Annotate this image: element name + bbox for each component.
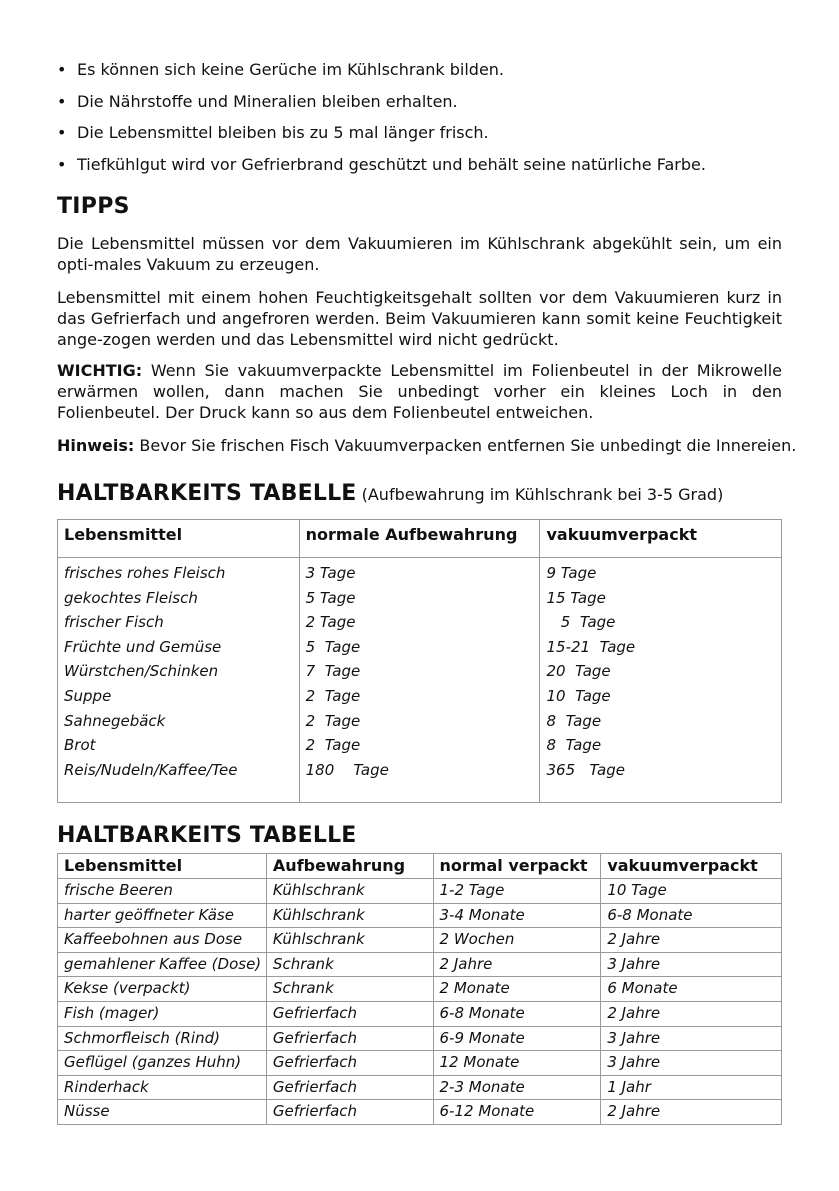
table-row bbox=[58, 733, 782, 758]
table-row bbox=[58, 1075, 782, 1100]
table-cell: Gefrierfach bbox=[266, 1051, 433, 1076]
table-cell: 20 Tage bbox=[540, 659, 782, 684]
table-cell: 3 Jahre bbox=[601, 1026, 782, 1051]
table-row bbox=[58, 1100, 782, 1125]
bullet-icon: • bbox=[57, 91, 67, 111]
important-text: Wenn Sie vakuumverpackte Lebensmittel im Folienbeutel in der Mikrowelle erwärmen wollen, dann machen Sie unbedingt vorher ein kleines Loch in den Folienbeutel. Der Druck kann so aus dem Folienbeutel entweichen. bbox=[57, 361, 782, 422]
column-header: Lebensmittel bbox=[58, 854, 267, 879]
table-header-row bbox=[58, 854, 782, 879]
table-row bbox=[58, 977, 782, 1002]
table-cell: 6-8 Monate bbox=[601, 903, 782, 928]
table-cell: 5 Tage bbox=[299, 635, 540, 660]
list-item: • Die Nährstoffe und Mineralien bleiben erhalten. bbox=[57, 86, 782, 118]
table-cell: 10 Tage bbox=[601, 879, 782, 904]
bullet-icon: • bbox=[57, 123, 67, 142]
table2-heading bbox=[57, 823, 357, 848]
table-row bbox=[58, 586, 782, 611]
table-cell: frischer Fisch bbox=[58, 610, 300, 635]
table-row bbox=[58, 635, 782, 660]
table-cell: frisches rohes Fleisch bbox=[58, 558, 300, 586]
table-cell: Geflügel (ganzes Huhn) bbox=[58, 1051, 267, 1076]
table-cell: gekochtes Fleisch bbox=[58, 586, 300, 611]
table-cell: 2 Tage bbox=[299, 709, 540, 734]
table-cell: 3 Tage bbox=[299, 558, 540, 586]
table-cell: gemahlener Kaffee (Dose) bbox=[58, 952, 267, 977]
column-header: vakuumverpackt bbox=[601, 854, 782, 879]
table-cell: 2 Monate bbox=[433, 977, 601, 1002]
column-header: normale Aufbewahrung bbox=[299, 520, 540, 558]
table-cell: 365 Tage bbox=[540, 758, 782, 803]
table1-subtitle: (Aufbewahrung im Kühlschrank bei 3-5 Grad) bbox=[356, 485, 724, 504]
table-cell: Fish (mager) bbox=[58, 1001, 267, 1026]
table-cell: Kühlschrank bbox=[266, 903, 433, 928]
table-cell: 3 Jahre bbox=[601, 952, 782, 977]
table-cell: Kekse (verpackt) bbox=[58, 977, 267, 1002]
note-text: Bevor Sie frischen Fisch Vakuumverpacken entfernen Sie unbedingt die Innereien. bbox=[134, 436, 797, 455]
table-row bbox=[58, 709, 782, 734]
table-cell: 2 Jahre bbox=[601, 1001, 782, 1026]
table-cell: Brot bbox=[58, 733, 300, 758]
table-cell: 6-8 Monate bbox=[433, 1001, 601, 1026]
bullet-icon: • bbox=[57, 154, 67, 174]
table-cell: 15-21 Tage bbox=[540, 635, 782, 660]
table-row bbox=[58, 659, 782, 684]
table-cell: 5 Tage bbox=[540, 610, 782, 635]
table-cell: 8 Tage bbox=[540, 709, 782, 734]
tipp-paragraph-cooling: Die Lebensmittel müssen vor dem Vakuumieren im Kühlschrank abgekühlt sein, um ein opti-males Vakuum zu erzeugen. bbox=[57, 234, 782, 274]
list-item: • Tiefkühlgut wird vor Gefrierbrand geschützt und behält seine natürliche Farbe. bbox=[57, 149, 782, 181]
tipps-heading: TIPPS bbox=[57, 194, 130, 219]
shelf-life-table-storage bbox=[57, 853, 782, 1125]
table-cell: Früchte und Gemüse bbox=[58, 635, 300, 660]
table-cell: 6 Monate bbox=[601, 977, 782, 1002]
table-row bbox=[58, 610, 782, 635]
table-cell: 2 Tage bbox=[299, 610, 540, 635]
table-row bbox=[58, 1001, 782, 1026]
table-cell: 2 Jahre bbox=[601, 1100, 782, 1125]
column-header: Lebensmittel bbox=[58, 520, 300, 558]
table-row bbox=[58, 903, 782, 928]
table-cell: 3 Jahre bbox=[601, 1051, 782, 1076]
table-cell: 2-3 Monate bbox=[433, 1075, 601, 1100]
table-cell: 2 Wochen bbox=[433, 928, 601, 953]
table-row bbox=[58, 879, 782, 904]
table1-heading bbox=[57, 481, 723, 506]
table-row bbox=[58, 758, 782, 803]
table-cell: Rinderhack bbox=[58, 1075, 267, 1100]
table-cell: 2 Tage bbox=[299, 733, 540, 758]
table2-title: HALTBARKEITS TABELLE bbox=[57, 823, 357, 848]
table-row bbox=[58, 1026, 782, 1051]
table-cell: 9 Tage bbox=[540, 558, 782, 586]
table-cell: Gefrierfach bbox=[266, 1075, 433, 1100]
list-item: • Es können sich keine Gerüche im Kühlschrank bilden. bbox=[57, 54, 782, 86]
tipp-paragraph-moisture: Lebensmittel mit einem hohen Feuchtigkeitsgehalt sollten vor dem Vakuumieren kurz in das Gefrierfach und angefroren werden. Beim Vakuumieren kann somit keine Feuchtigkeit ange-zogen werden und das Lebensmittel wird nicht gedrückt. bbox=[57, 288, 782, 349]
list-item: • Die Lebensmittel bleiben bis zu 5 mal länger frisch. bbox=[57, 117, 782, 149]
table-cell: Kühlschrank bbox=[266, 928, 433, 953]
table-row bbox=[58, 684, 782, 709]
column-header: Aufbewahrung bbox=[266, 854, 433, 879]
column-header: normal verpackt bbox=[433, 854, 601, 879]
table-cell: 2 Jahre bbox=[601, 928, 782, 953]
table-cell: Würstchen/Schinken bbox=[58, 659, 300, 684]
table-cell: 15 Tage bbox=[540, 586, 782, 611]
table-cell: 8 Tage bbox=[540, 733, 782, 758]
table-cell: 10 Tage bbox=[540, 684, 782, 709]
table-cell: 1 Jahr bbox=[601, 1075, 782, 1100]
table-row bbox=[58, 928, 782, 953]
table-cell: Schrank bbox=[266, 977, 433, 1002]
table-cell: Nüsse bbox=[58, 1100, 267, 1125]
table-cell: 2 Jahre bbox=[433, 952, 601, 977]
table-header-row bbox=[58, 520, 782, 558]
bullet-icon: • bbox=[57, 60, 67, 79]
shelf-life-table-fridge bbox=[57, 519, 782, 803]
table-cell: Kühlschrank bbox=[266, 879, 433, 904]
table1-title: HALTBARKEITS TABELLE bbox=[57, 481, 357, 506]
table-row bbox=[58, 558, 782, 586]
tipp-paragraph-note bbox=[57, 435, 797, 456]
table-cell: 3-4 Monate bbox=[433, 903, 601, 928]
important-label: WICHTIG: bbox=[57, 361, 143, 380]
tipp-paragraph-important bbox=[57, 360, 782, 423]
table-cell: Kaffeebohnen aus Dose bbox=[58, 928, 267, 953]
column-header: vakuumverpackt bbox=[540, 520, 782, 558]
table-cell: 5 Tage bbox=[299, 586, 540, 611]
table-cell: frische Beeren bbox=[58, 879, 267, 904]
table-cell: 7 Tage bbox=[299, 659, 540, 684]
note-label: Hinweis: bbox=[57, 436, 135, 455]
table-row bbox=[58, 1051, 782, 1076]
table-cell: Reis/Nudeln/Kaffee/Tee bbox=[58, 758, 300, 803]
table-cell: 12 Monate bbox=[433, 1051, 601, 1076]
table-cell: 2 Tage bbox=[299, 684, 540, 709]
table-cell: 180 Tage bbox=[299, 758, 540, 803]
table-cell: Gefrierfach bbox=[266, 1001, 433, 1026]
table-cell: harter geöffneter Käse bbox=[58, 903, 267, 928]
table-cell: 6-12 Monate bbox=[433, 1100, 601, 1125]
table-cell: Schrank bbox=[266, 952, 433, 977]
table-row bbox=[58, 952, 782, 977]
table-cell: Schmorfleisch (Rind) bbox=[58, 1026, 267, 1051]
table-cell: Gefrierfach bbox=[266, 1026, 433, 1051]
table-cell: Suppe bbox=[58, 684, 300, 709]
table-cell: Sahnegebäck bbox=[58, 709, 300, 734]
table-cell: 6-9 Monate bbox=[433, 1026, 601, 1051]
table-cell: Gefrierfach bbox=[266, 1100, 433, 1125]
benefits-list bbox=[57, 54, 782, 180]
table-cell: 1-2 Tage bbox=[433, 879, 601, 904]
